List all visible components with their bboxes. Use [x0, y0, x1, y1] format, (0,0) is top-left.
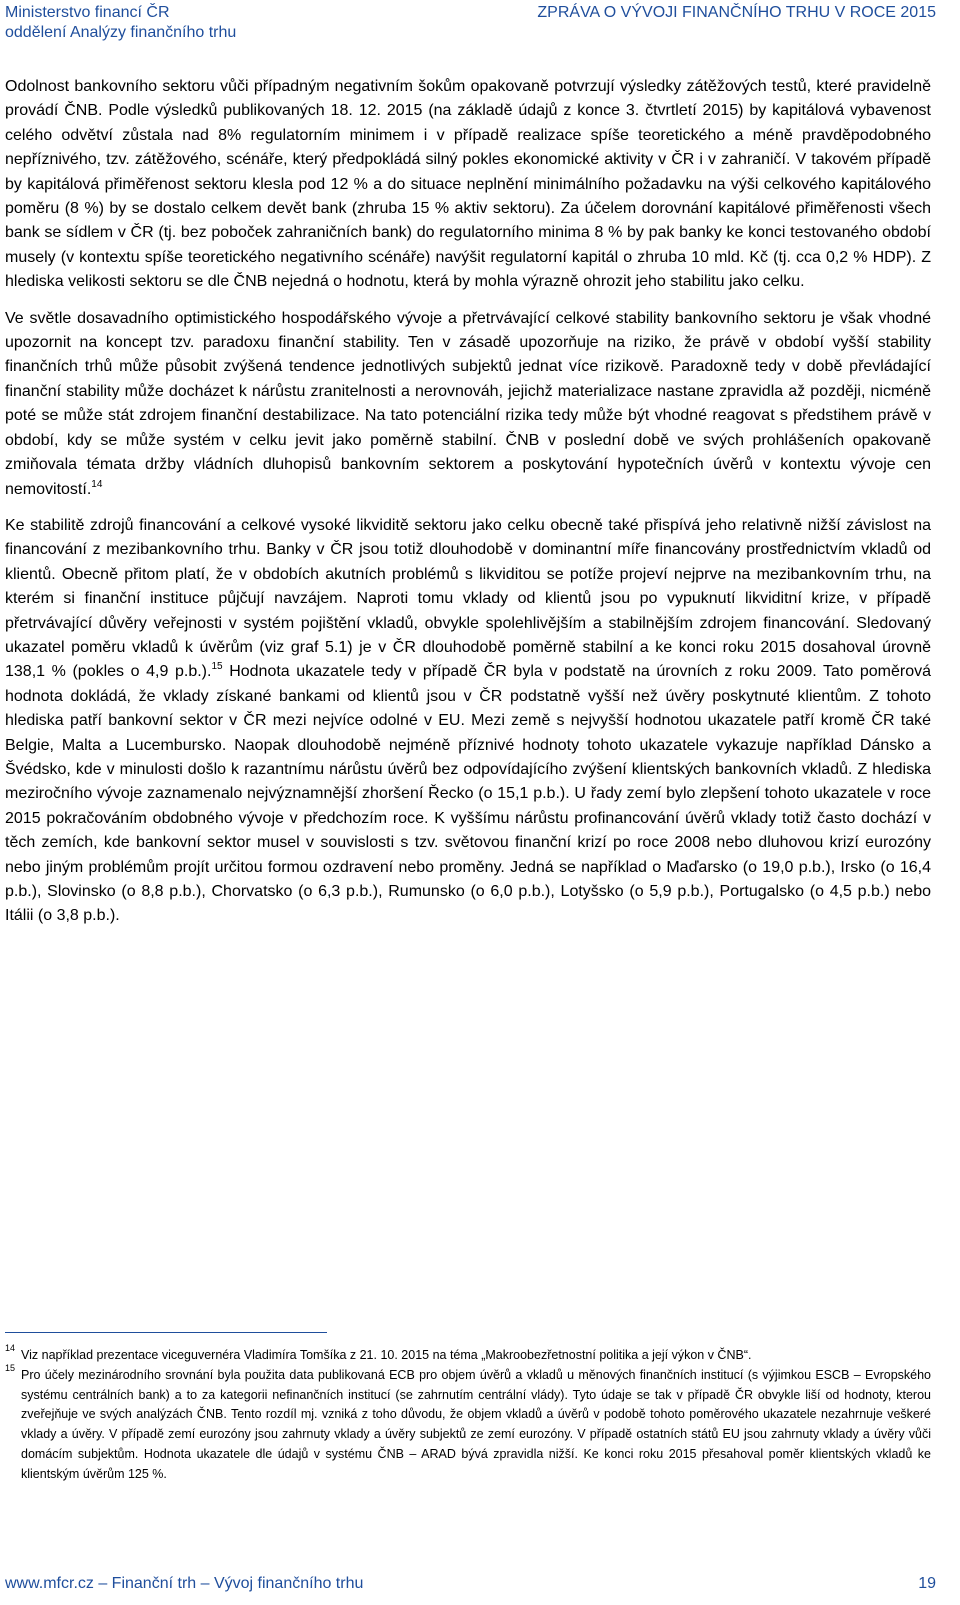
page-footer	[5, 1574, 936, 1596]
footnote-text: Pro účely mezinárodního srovnání byla použita data publikovaná ECB pro objem úvěrů a vkladů u měnových finančních institucí (s výjimkou ESCB – Evropského systému centrálních bank) a to za kategorii nefinančních institucí (se zahrnutím centrální vlády). Tyto údaje se tak v případě ČR obvykle liší od hodnoty, kterou zveřejňuje ve svých analýzách ČNB. Tento rozdíl mj. vzniká z toho důvodu, že objem vkladů a úvěrů v podobě tohoto poměrového ukazatele nezahrnuje veškeré vklady a úvěry. V případě zemí eurozóny jsou zahrnuty vklady a úvěry subjektů ze zemí eurozóny. V případě ostatních států EU jsou zahrnuty vklady a úvěry vůči domácím subjektům. Hodnota ukazatele dle údajů v systému ČNB – ARAD bývá zpravidla nižší. Ke konci roku 2015 přesahoval poměr klientských vkladů ke klientským úvěrům 125 %.	[21, 1367, 931, 1481]
footnote-15	[5, 1362, 931, 1485]
footer-link[interactable]: www.mfcr.cz – Finanční trh – Vývoj finančního trhu	[5, 1575, 364, 1592]
page-header	[5, 3, 936, 43]
footnote-separator	[5, 1332, 327, 1333]
footnote-ref-14[interactable]: 14	[91, 478, 103, 490]
footnote-text: Viz například prezentace viceguvernéra Vladimíra Tomšíka z 21. 10. 2015 na téma „Makroobezřetnostní politika a její výkon v ČNB“.	[21, 1348, 752, 1362]
paragraph-text: Ve světle dosavadního optimistického hospodářského vývoje a přetrvávající celkové stability bankovního sektoru je však vhodné upozornit na koncept tzv. paradoxu finanční stability. Ten v zásadě upozorňuje na riziko, že právě v období vyšší stability finančních trhů může působit zvýšená tendence jednotlivých subjektů jednat více rizikově. Paradoxně tedy v době převládající finanční stability může docházet k nárůstu zranitelnosti a nerovnováh, jejichž materializace nastane zpravidla až později, nicméně poté se může stát zdrojem finanční destabilizace. Na tato potenciální rizika tedy může být vhodné reagovat s předstihem právě v období, kdy se může systém v celku jevit jako poměrně stabilní. ČNB v poslední době ve svých prohlášeních opakovaně zmiňovala témata držby vládních dluhopisů bankovním sektorem a poskytování hypotečních úvěrů v kontextu vývoje cen nemovitostí.	[5, 309, 931, 498]
footnote-number: 14	[5, 1343, 16, 1353]
department-name: oddělení Analýzy finančního trhu	[5, 24, 237, 41]
main-text	[5, 75, 931, 941]
paragraph-stress-tests: Odolnost bankovního sektoru vůči případným negativním šokům opakovaně potvrzují výsledky zátěžových testů, které pravidelně provádí ČNB. Podle výsledků publikovaných 18. 12. 2015 (na základě údajů z konce 3. čtvrtletí 2015) by kapitálová vybavenost celého odvětví zůstala nad 8% regulatorním minimem i v případě realizace spíše teoretického a méně pravděpodobného nepříznivého, tzv. zátěžového, scénáře, který předpokládá silný pokles ekonomické aktivity v ČR i v zahraničí. V takovém případě by kapitálová přiměřenost sektoru klesla pod 12 % a do situace neplnění minimálního požadavku na výši celkového kapitálového poměru (8 %) by se dostalo celkem devět bank (zhruba 15 % aktiv sektoru). Za účelem dorovnání kapitálové přiměřenosti všech bank se sídlem v ČR (tj. bez poboček zahraničních bank) do regulatorního minima 8 % by pak banky ke konci testovaného období musely (v kontextu spíše teoretického negativního scénáře) navýšit regulatorní kapitál o zhruba 10 mld. Kč (tj. cca 0,2 % HDP). Z hlediska velikosti sektoru se dle ČNB nejedná o hodnotu, která by mohla výrazně ohrozit jeho stabilitu jako celku.	[5, 78, 931, 291]
paragraph-stability-paradox	[5, 307, 931, 502]
ministry-name: Ministerstvo financí ČR	[5, 4, 170, 21]
footnote-ref-15[interactable]: 15	[211, 661, 223, 673]
page-number: 19	[918, 1575, 936, 1592]
footnote-14	[5, 1343, 931, 1366]
footnotes	[5, 1343, 931, 1485]
header-left	[5, 3, 236, 43]
footnote-number: 15	[5, 1362, 16, 1373]
paragraph-funding-stability	[5, 514, 931, 929]
report-title: ZPRÁVA O VÝVOJI FINANČNÍHO TRHU V ROCE 2015	[537, 4, 936, 21]
paragraph-text: Ke stabilitě zdrojů financování a celkové vysoké likviditě sektoru jako celku obecně také přispívá jeho relativně nižší závislost na financování z mezibankovního trhu. Banky v ČR jsou totiž dlouhodobě v dominantní míře financovány prostřednictvím vkladů od klientů. Obecně přitom platí, že v obdobích akutních problémů s likviditou se potíže projeví nejprve na mezibankovním trhu, na kterém si finanční instituce půjčují navzájem. Naproti tomu vklady od klientů jsou po vypuknutí likviditní krize, v případě přetrvávající důvěry veřejnosti v systém pojištění vkladů, obvykle spolehlivějším a stabilnějším zdrojem financování. Sledovaný ukazatel poměru vkladů k úvěrům (viz graf 5.1) je v ČR dlouhodobě poměrně stabilní a ke konci roku 2015 dosahoval úrovně 138,1 % (pokles o 4,9 p.b.).	[5, 516, 931, 681]
paragraph-text: Hodnota ukazatele tedy v případě ČR byla v podstatě na úrovních z roku 2009. Tato poměrová hodnota dokládá, že vklady získané bankami od klientů jsou v ČR podstatně vyšší než úvěry poskytnuté klientům. Z tohoto hlediska patří bankovní sektor v ČR mezi nejvíce odolné v EU. Mezi země s nejvyšší hodnotou ukazatele patří kromě ČR také Belgie, Malta a Lucembursko. Naopak dlouhodobě nejméně příznivé hodnoty tohoto ukazatele vykazuje například Dánsko a Švédsko, kde v minulosti došlo k razantnímu nárůstu úvěrů bez odpovídajícího zvýšení klientských bankovních vkladů. Z hlediska meziročního vývoje zaznamenalo nejvýznamnější zhoršení Řecko (o 15,1 p.b.). U řady zemí bylo zlepšení tohoto ukazatele v roce 2015 pokračováním obdobného vývoje v předchozím roce. K vyššímu nárůstu profinancování úvěrů vklady totiž často dochází v těch zemích, kde bankovní sektor musel v souvislosti s tzv. světovou finanční krizí po roce 2008 nebo dluhovou krizí eurozóny nebo jiným problémům projít určitou formou ozdravení nebo proměny. Jedná se například o Maďarsko (o 19,0 p.b.), Irsko (o 16,4 p.b.), Slovinsko (o 8,8 p.b.), Chorvatsko (o 6,3 p.b.), Rumunsko (o 6,0 p.b.), Lotyšsko (o 5,9 p.b.), Portugalsko (o 4,5 p.b.) nebo Itálii (o 3,8 p.b.).	[5, 663, 932, 925]
